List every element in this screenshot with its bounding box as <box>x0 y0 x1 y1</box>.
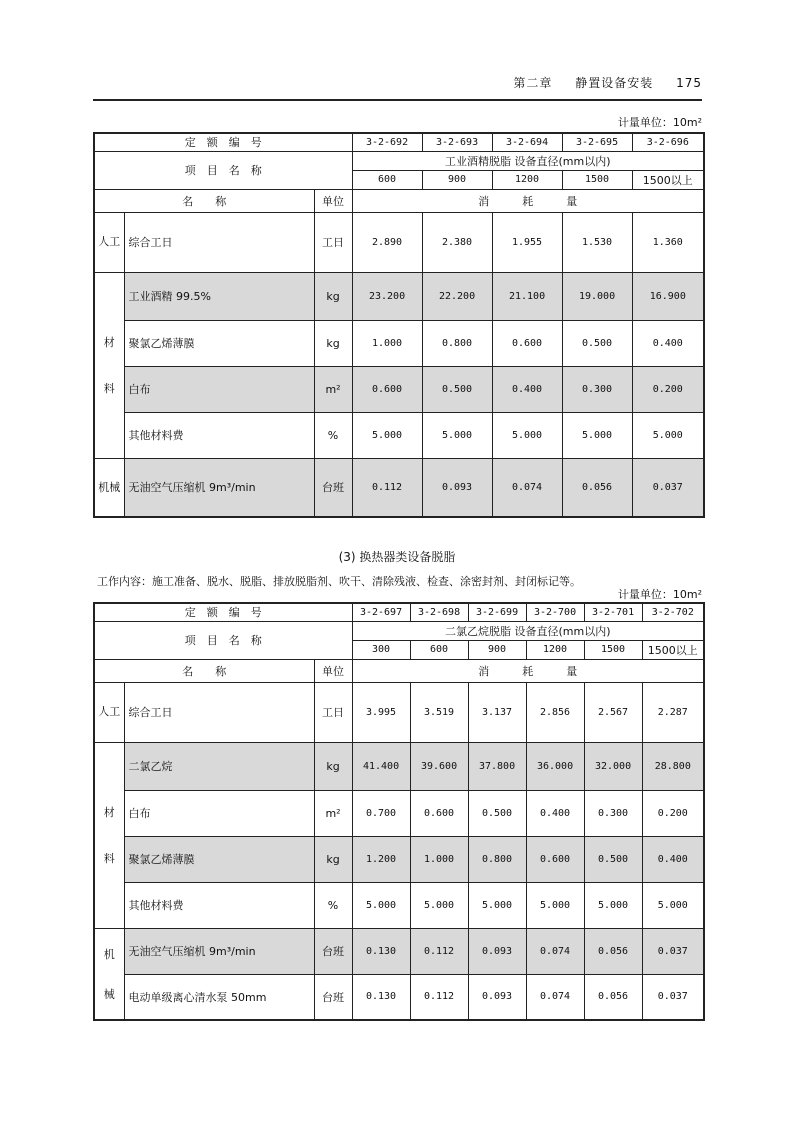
value-cell: 5.000 <box>642 882 704 928</box>
value-cell: 0.112 <box>352 458 422 517</box>
value-cell: 2.856 <box>526 682 584 742</box>
group-label: 工业酒精脱脂 设备直径(mm以内) <box>352 151 704 170</box>
row-unit: 台班 <box>314 928 352 974</box>
consumption-header: 消 耗 量 <box>352 189 704 212</box>
row-unit: kg <box>314 320 352 366</box>
value-cell: 0.200 <box>642 790 704 836</box>
size-cell: 600 <box>410 640 468 659</box>
row-name: 无油空气压缩机 9m³/min <box>124 928 314 974</box>
row-name: 白布 <box>124 366 314 412</box>
value-cell: 0.056 <box>584 974 642 1020</box>
chapter-label: 第二章 <box>513 76 553 90</box>
row-unit: kg <box>314 742 352 790</box>
row-name: 无油空气压缩机 9m³/min <box>124 458 314 517</box>
code-cell: 3-2-699 <box>468 603 526 621</box>
value-cell: 22.200 <box>422 272 492 320</box>
name-header: 名 称 <box>94 659 314 682</box>
row-name: 二氯乙烷 <box>124 742 314 790</box>
value-cell: 3.519 <box>410 682 468 742</box>
value-cell: 5.000 <box>526 882 584 928</box>
code-cell: 3-2-695 <box>562 133 632 151</box>
value-cell: 5.000 <box>584 882 642 928</box>
value-cell: 0.093 <box>468 974 526 1020</box>
row-name: 综合工日 <box>124 212 314 272</box>
category-machine-char2: 械 <box>103 987 115 1001</box>
code-label: 定 额 编 号 <box>94 133 352 151</box>
work-content: 工作内容：施工准备、脱水、脱脂、排放脱脂剂、吹干、清除残液、检查、涂密封剂、封闭标记等。 <box>97 575 581 588</box>
value-cell: 0.500 <box>422 366 492 412</box>
value-cell: 0.200 <box>632 366 704 412</box>
category-machine: 机械 <box>94 458 124 517</box>
value-cell: 1.955 <box>492 212 562 272</box>
category-machine-char1: 机 <box>103 947 115 961</box>
value-cell: 2.287 <box>642 682 704 742</box>
value-cell: 5.000 <box>632 412 704 458</box>
category-labor: 人工 <box>94 682 124 742</box>
value-cell: 5.000 <box>352 882 410 928</box>
row-unit: m² <box>314 366 352 412</box>
value-cell: 0.400 <box>642 836 704 882</box>
header-rule <box>93 99 702 101</box>
code-cell: 3-2-696 <box>632 133 704 151</box>
category-material-char2: 料 <box>103 382 115 395</box>
page-header <box>495 74 702 91</box>
chapter-title: 静置设备安装 <box>575 76 654 90</box>
size-cell: 1500 <box>562 170 632 189</box>
row-unit: kg <box>314 272 352 320</box>
quota-table-1 <box>93 132 705 518</box>
category-material-char1: 材 <box>103 806 115 819</box>
category-material-char2: 料 <box>103 852 115 865</box>
value-cell: 19.000 <box>562 272 632 320</box>
row-name: 工业酒精 99.5% <box>124 272 314 320</box>
value-cell: 39.600 <box>410 742 468 790</box>
value-cell: 0.400 <box>492 366 562 412</box>
value-cell: 0.056 <box>584 928 642 974</box>
unit-header: 单位 <box>314 189 352 212</box>
row-unit: % <box>314 882 352 928</box>
code-cell: 3-2-700 <box>526 603 584 621</box>
code-cell: 3-2-701 <box>584 603 642 621</box>
value-cell: 0.300 <box>584 790 642 836</box>
code-cell: 3-2-697 <box>352 603 410 621</box>
value-cell: 2.890 <box>352 212 422 272</box>
value-cell: 0.112 <box>410 974 468 1020</box>
value-cell: 1.530 <box>562 212 632 272</box>
value-cell: 0.037 <box>642 928 704 974</box>
table1-unit-label: 计量单位：10m² <box>617 116 702 129</box>
row-name: 电动单级离心清水泵 50mm <box>124 974 314 1020</box>
row-unit: m² <box>314 790 352 836</box>
size-cell: 900 <box>468 640 526 659</box>
value-cell: 0.600 <box>410 790 468 836</box>
size-cell: 1500 <box>584 640 642 659</box>
code-cell: 3-2-693 <box>422 133 492 151</box>
quota-table-2 <box>93 602 705 1021</box>
code-cell: 3-2-694 <box>492 133 562 151</box>
value-cell: 0.500 <box>584 836 642 882</box>
size-cell: 1500以上 <box>632 170 704 189</box>
value-cell: 0.074 <box>526 974 584 1020</box>
value-cell: 0.130 <box>352 974 410 1020</box>
category-material-char1: 材 <box>103 336 115 349</box>
code-cell: 3-2-698 <box>410 603 468 621</box>
value-cell: 0.400 <box>632 320 704 366</box>
value-cell: 5.000 <box>492 412 562 458</box>
value-cell: 0.037 <box>642 974 704 1020</box>
category-labor: 人工 <box>94 212 124 272</box>
value-cell: 0.500 <box>468 790 526 836</box>
size-cell: 1200 <box>492 170 562 189</box>
size-cell: 300 <box>352 640 410 659</box>
row-name: 其他材料费 <box>124 882 314 928</box>
row-unit: kg <box>314 836 352 882</box>
value-cell: 21.100 <box>492 272 562 320</box>
row-name: 白布 <box>124 790 314 836</box>
value-cell: 0.074 <box>526 928 584 974</box>
size-cell: 600 <box>352 170 422 189</box>
value-cell: 0.093 <box>422 458 492 517</box>
item-name-label: 项 目 名 称 <box>94 621 352 659</box>
value-cell: 0.400 <box>526 790 584 836</box>
item-name-label: 项 目 名 称 <box>94 151 352 189</box>
size-cell: 1500以上 <box>642 640 704 659</box>
value-cell: 0.600 <box>492 320 562 366</box>
value-cell: 0.074 <box>492 458 562 517</box>
value-cell: 0.700 <box>352 790 410 836</box>
value-cell: 0.056 <box>562 458 632 517</box>
value-cell: 0.800 <box>468 836 526 882</box>
size-cell: 900 <box>422 170 492 189</box>
size-cell: 1200 <box>526 640 584 659</box>
value-cell: 36.000 <box>526 742 584 790</box>
consumption-header: 消 耗 量 <box>352 659 704 682</box>
value-cell: 5.000 <box>352 412 422 458</box>
value-cell: 0.300 <box>562 366 632 412</box>
table2-unit-label: 计量单位：10m² <box>617 588 702 601</box>
unit-header: 单位 <box>314 659 352 682</box>
code-cell: 3-2-692 <box>352 133 422 151</box>
category-material <box>94 742 124 928</box>
value-cell: 5.000 <box>422 412 492 458</box>
row-name: 其他材料费 <box>124 412 314 458</box>
value-cell: 5.000 <box>562 412 632 458</box>
value-cell: 32.000 <box>584 742 642 790</box>
value-cell: 5.000 <box>410 882 468 928</box>
category-machine <box>94 928 124 1020</box>
row-unit: 工日 <box>314 682 352 742</box>
group-label: 二氯乙烷脱脂 设备直径(mm以内) <box>352 621 704 640</box>
row-unit: 工日 <box>314 212 352 272</box>
value-cell: 0.037 <box>632 458 704 517</box>
value-cell: 0.093 <box>468 928 526 974</box>
value-cell: 2.567 <box>584 682 642 742</box>
value-cell: 3.137 <box>468 682 526 742</box>
value-cell: 16.900 <box>632 272 704 320</box>
section-title: (3) 换热器类设备脱脂 <box>338 550 456 564</box>
row-unit: % <box>314 412 352 458</box>
row-unit: 台班 <box>314 974 352 1020</box>
value-cell: 0.130 <box>352 928 410 974</box>
row-name: 聚氯乙烯薄膜 <box>124 320 314 366</box>
value-cell: 1.200 <box>352 836 410 882</box>
name-header: 名 称 <box>94 189 314 212</box>
category-material <box>94 272 124 458</box>
value-cell: 23.200 <box>352 272 422 320</box>
page-number: 175 <box>676 76 702 90</box>
value-cell: 41.400 <box>352 742 410 790</box>
value-cell: 0.500 <box>562 320 632 366</box>
value-cell: 0.112 <box>410 928 468 974</box>
value-cell: 1.000 <box>352 320 422 366</box>
value-cell: 1.360 <box>632 212 704 272</box>
value-cell: 0.600 <box>352 366 422 412</box>
value-cell: 3.995 <box>352 682 410 742</box>
value-cell: 28.800 <box>642 742 704 790</box>
code-label: 定 额 编 号 <box>94 603 352 621</box>
value-cell: 2.380 <box>422 212 492 272</box>
value-cell: 0.800 <box>422 320 492 366</box>
row-name: 综合工日 <box>124 682 314 742</box>
code-cell: 3-2-702 <box>642 603 704 621</box>
row-name: 聚氯乙烯薄膜 <box>124 836 314 882</box>
value-cell: 5.000 <box>468 882 526 928</box>
value-cell: 1.000 <box>410 836 468 882</box>
value-cell: 37.800 <box>468 742 526 790</box>
value-cell: 0.600 <box>526 836 584 882</box>
row-unit: 台班 <box>314 458 352 517</box>
